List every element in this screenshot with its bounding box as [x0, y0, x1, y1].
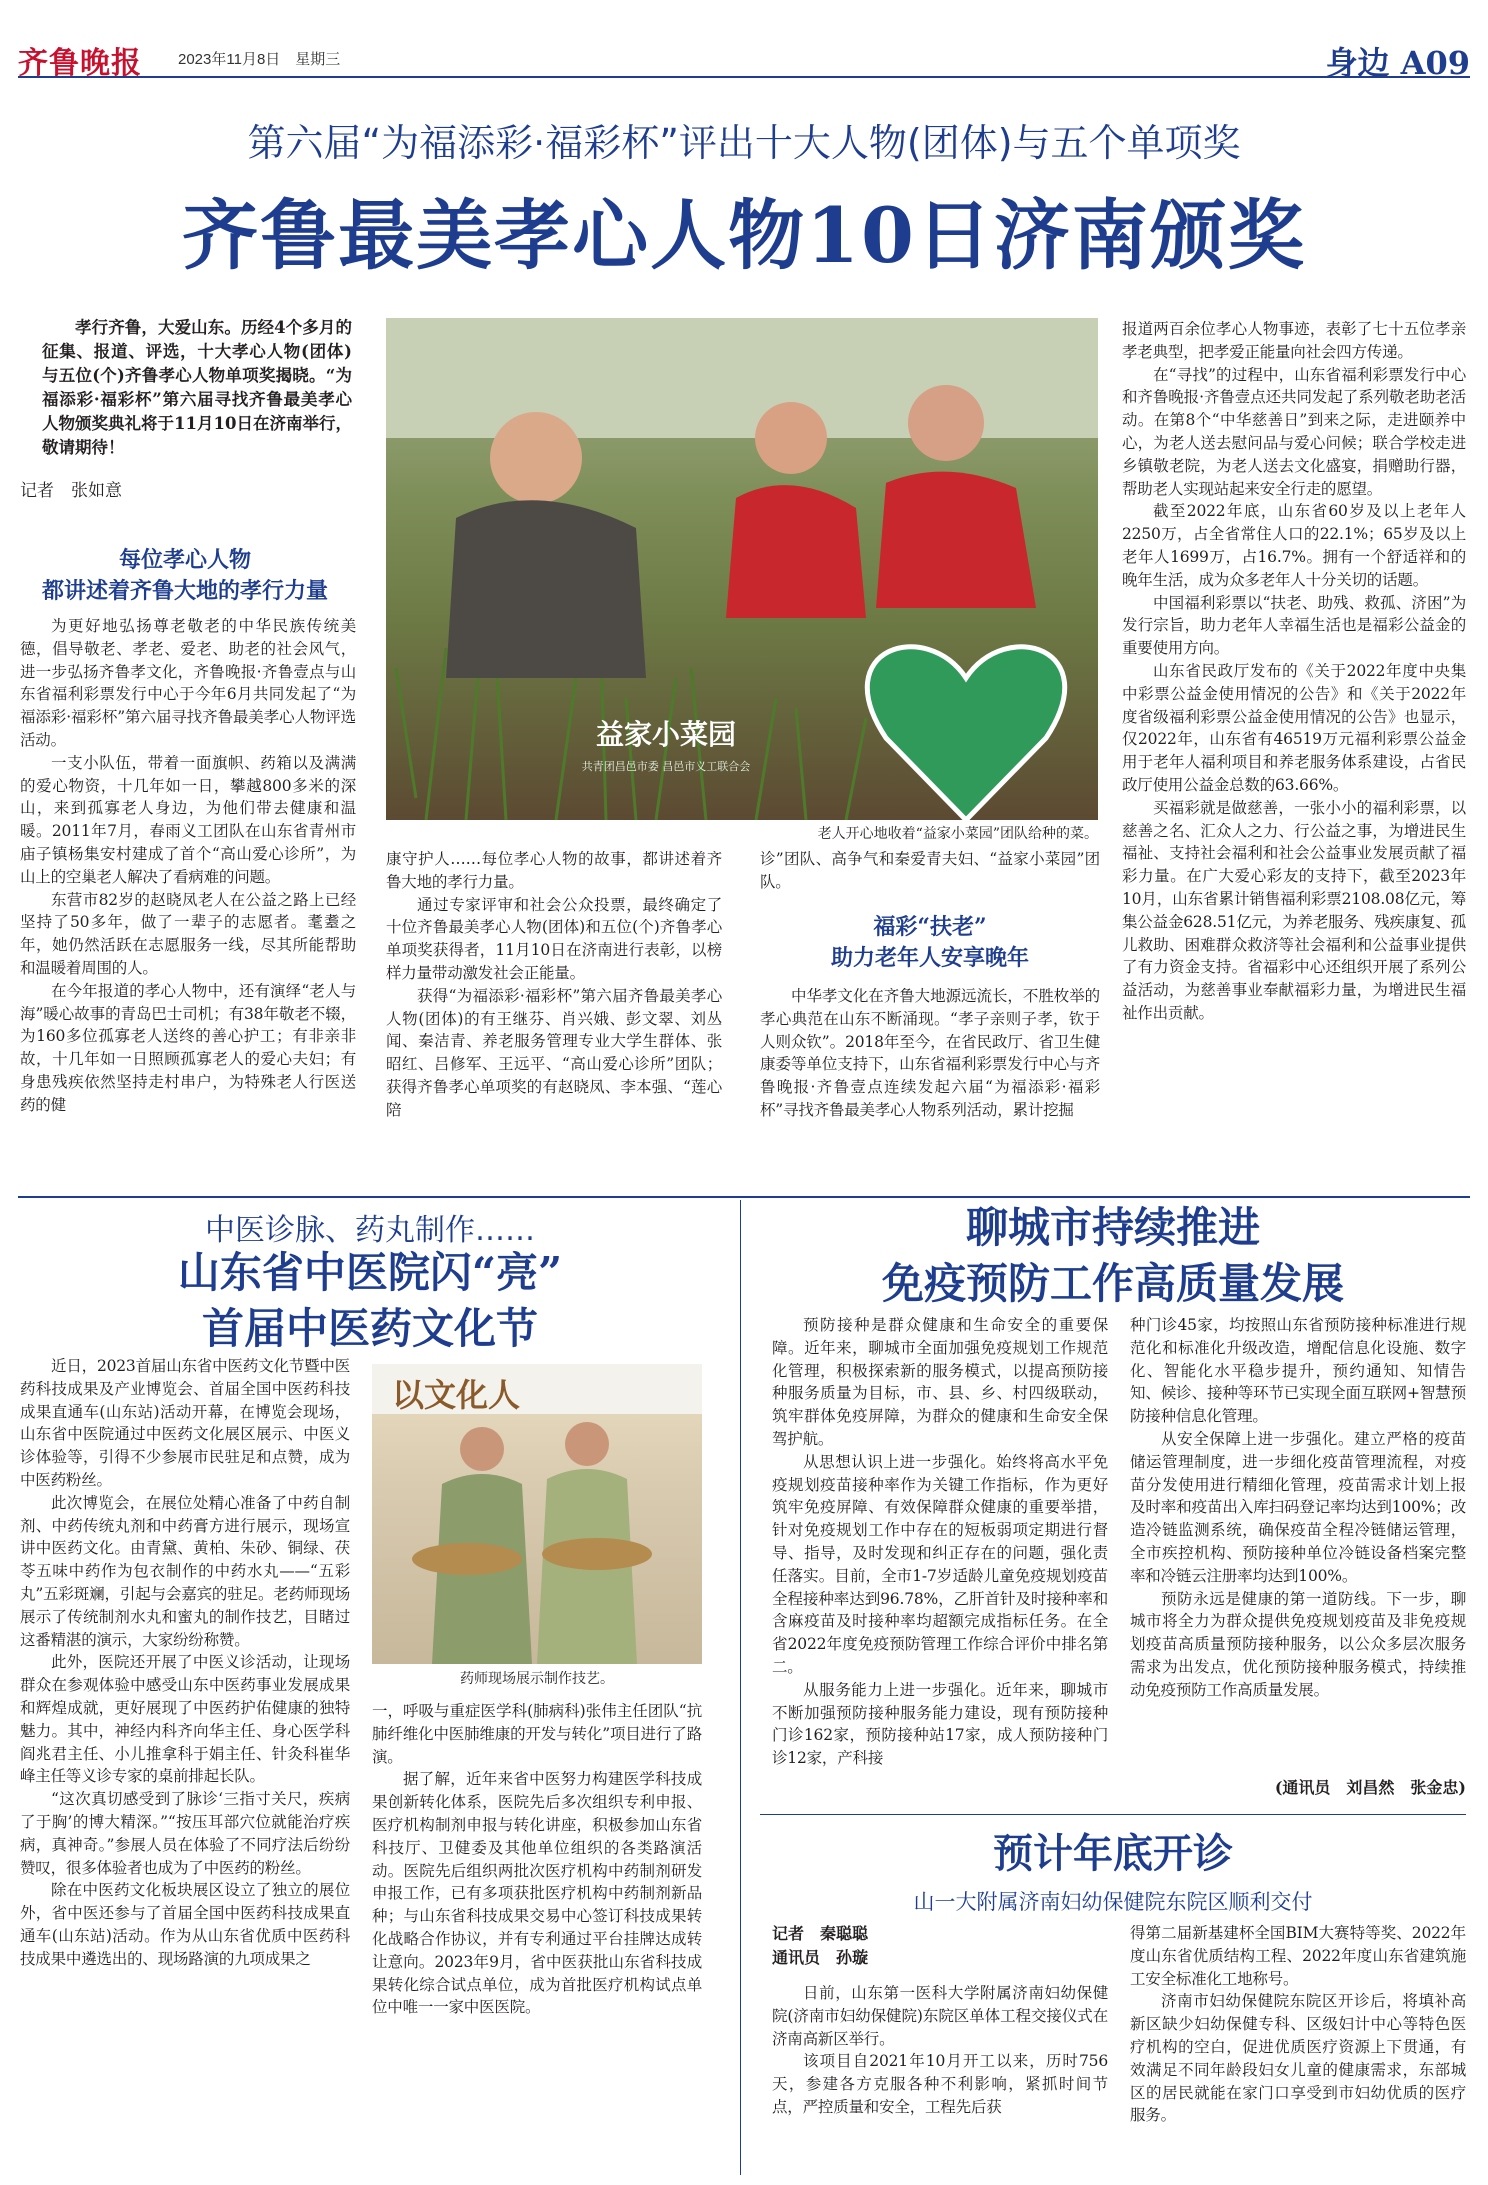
- photo-pharmacists: [372, 1364, 702, 1664]
- story4-headline: 预计年底开诊: [993, 1830, 1233, 1877]
- story4-column-1: 日前，山东第一医科大学附属济南妇幼保健院(济南市妇幼保健院)东院区单体工程交接仪式在济南高新区举行。 该项目自2021年10月开工以来，历时756天，参建各方克服各种不利影响，紧抓时间节点，严控质量和安全，工程先后获: [772, 1984, 1108, 2116]
- masthead: [18, 38, 1470, 82]
- story4-column-2: 得第二届新基建杯全国BIM大赛特等奖、2022年度山东省优质结构工程、2022年度山东省建筑施工安全标准化工地称号。 济南市妇幼保健院东院区开诊后，将填补高新区缺少妇幼保健专科、区级妇计中心等特色医疗机构的空白，促进优质医疗资源上下贯通，有效满足不同年龄段妇女儿童的健康需求，东部城区的居民就能在家门口享受到市妇幼优质的医疗服务。: [1130, 1924, 1466, 2125]
- story4-byline-correspondent: 通讯员 孙璇: [772, 1948, 869, 1967]
- vertical-divider: [740, 1200, 741, 2175]
- story1-column-4: 报道两百余位孝心人物事迹，表彰了七十五位孝亲孝老典型，把孝爱正能量向社会四方传递。 在“寻找”的过程中，山东省福利彩票发行中心和齐鲁晚报·齐鲁壹点还共同发起了系列敬老助老活动。在第8个“中华慈善日”到来之际，走进颐养中心，为老人送去慰问品与爱心问候；联合学校走进乡镇敬老院，为老人送去文化盛宴，捐赠助行器，帮助老人实现站起来安全行走的愿望。 截至2022年底，山东省60岁及以上老年人2250万，占全省常住人口的22.1%；65岁及以上老年人1699万，占16.7%。拥有一个舒适祥和的晚年生活，成为众多老年人十分关切的话题。 中国福利彩票以“扶老、助残、救孤、济困”为发行宗旨，助力老年人幸福生活也是福彩公益金的重要使用方向。 山东省民政厅发布的《关于2022年度中央集中彩票公益金使用情况的公告》和《关于2022年度省级福利彩票公益金使用情况的公告》也显示，仅2022年，山东省有46519万元福利彩票公益金用于老年人福利项目和养老服务体系建设，占省民政厅使用公益金总数的63.66%。 买福彩就是做慈善，一张小小的福利彩票，以慈善之名、汇众人之力、行公益之事，为增进民生福祉、支持社会福利和社会公益事业发展贡献了福彩力量。在广大爱心彩友的支持下，截至2023年10月，山东省累计销售福利彩票2108.08亿元，筹集公益金628.51亿元，为养老服务、残疾康复、孤儿救助、困难群众救济等社会福利和公益事业提供了有力资金支持。省福彩中心还组织开展了系列公益活动，为慈善事业奉献福彩力量，为增进民生福祉作出贡献。: [1122, 320, 1466, 1022]
- story1-column-3b: 中华孝文化在齐鲁大地源远流长，不胜枚举的孝心典范在山东不断涌现。“孝子亲则子孝，钦于人则众钦”。2018年至今，在省民政厅、省卫生健康委等单位支持下，山东省福利彩票发行中心与齐鲁晚报·齐鲁壹点连续发起六届“为福添彩·福彩杯”寻找齐鲁最美孝心人物系列活动，累计挖掘: [760, 987, 1100, 1119]
- story1-subhead-2: 福彩“扶老” 助力老年人安享晚年: [830, 914, 1029, 971]
- story3-column-2: 种门诊45家，均按照山东省预防接种标准进行规范化和标准化升级改造，增配信息化设施、数字化、智能化水平稳步提升，预约通知、知情告知、候诊、接种等环节已实现全面互联网+智慧预防接种信息化管理。 从安全保障上进一步强化。建立严格的疫苗储运管理制度，进一步细化疫苗管理流程，对疫苗分发使用进行精细化管理，疫苗需求计划上报及时率和疫苗出入库扫码登记率均达到100%；改造冷链监测系统，确保疫苗全程冷链储运管理，全市疾控机构、预防接种单位冷链设备档案完整率和冷链云注册率均达到100%。 预防永远是健康的第一道防线。下一步，聊城市将全力为群众提供免疫规划疫苗及非免疫规划疫苗高质量预防接种服务，以公众多层次服务需求为出发点，优化预防接种服务模式，持续推动免疫预防工作高质量发展。: [1130, 1316, 1466, 1699]
- photo-sign-text: 益家小菜园: [595, 718, 736, 751]
- story1-kicker: 第六届“为福添彩·福彩杯”评出十大人物(团体)与五个单项奖: [247, 121, 1241, 165]
- story1-column-3: 诊”团队、高争气和秦爱青夫妇、“益家小菜园”团队。: [760, 850, 1100, 891]
- story4-divider: [760, 1814, 1466, 1815]
- story3-byline: (通讯员 刘昌然 张金忠): [1274, 1778, 1466, 1797]
- photo-caption-2: 药师现场展示制作技艺。: [460, 1671, 614, 1687]
- photo-sign-subtext: 共青团昌邑市委 昌邑市义工联合会: [581, 760, 751, 773]
- story1-headline: 齐鲁最美孝心人物10日济南颁奖: [182, 191, 1306, 280]
- story1-byline: 记者 张如意: [20, 481, 122, 501]
- issue-date: 2023年11月8日 星期三: [178, 51, 341, 68]
- photo-caption-1: 老人开心地收着“益家小菜园”团队给种的菜。: [817, 826, 1098, 842]
- story2-headline: 山东省中医院闪“亮” 首届中医药文化节: [177, 1248, 563, 1353]
- story1-subhead-1: 每位孝心人物 都讲述着齐鲁大地的孝行力量: [41, 547, 328, 604]
- photo-banner-text: 以文化人: [392, 1376, 521, 1414]
- section-divider: [18, 1196, 1470, 1198]
- story2-column-2: 一，呼吸与重症医学科(肺病科)张伟主任团队“抗肺纤维化中医肺维康的开发与转化”项目进行了路演。 据了解，近年来省中医努力构建医学科技成果创新转化体系，医院先后多次组织专利申报、医疗机构制剂申报与转化讲座，积极参加山东省科技厅、卫健委及其他单位组织的各类路演活动。医院先后组织两批次医疗机构中药制剂研发申报工作，已有多项获批医疗机构中药制剂新品种；与山东省科技成果交易中心签订科技成果转化战略合作协议，并有专利通过平台挂牌达成转让意向。2023年9月，省中医获批山东省科技成果转化综合试点单位，成为首批医疗机构试点单位中唯一一家中医医院。: [372, 1702, 702, 2017]
- story2-column-1: 近日，2023首届山东省中医药文化节暨中医药科技成果及产业博览会、首届全国中医药科技成果直通车(山东站)活动开幕，在博览会现场，山东省中医院通过中医药文化展区展示、中医义诊体验等，引得不少参展市民驻足和点赞，成为中医药粉丝。 此次博览会，在展位处精心准备了中药自制剂、中药传统丸剂和中药膏方进行展示，现场宣讲中医药文化。由青黛、黄柏、朱砂、铜绿、茯苓五味中药作为包衣制作的中药水丸——“五彩丸”五彩斑斓，引起与会嘉宾的驻足。老药师现场展示了传统制剂水丸和蜜丸的制作技艺，目睹过这番精湛的演示，大家纷纷称赞。 此外，医院还开展了中医义诊活动，让现场群众在参观体验中感受山东中医药事业发展成果和辉煌成就，更好展现了中医药护佑健康的独特魅力。其中，神经内科齐向华主任、身心医学科阎兆君主任、小儿推拿科于娟主任、针灸科崔华峰主任等义诊专家的桌前排起长队。 “这次真切感受到了脉诊‘三指寸关尺，疾病了于胸’的博大精深。”“按压耳部穴位就能治疗疾病，真神奇。”参展人员在体验了不同疗法后纷纷赞叹，很多体验者也成为了中医药的粉丝。 除在中医药文化板块展区设立了独立的展位外，省中医还参与了首届全国中医药科技成果直通车(山东站)活动。作为从山东省优质中医药科技成果中遴选出的、现场路演的九项成果之: [20, 1357, 350, 1968]
- story3-headline: 聊城市持续推进 免疫预防工作高质量发展: [881, 1203, 1344, 1308]
- newspaper-logo: 齐鲁晚报: [18, 46, 142, 81]
- photo-elderly-man-garden: [386, 318, 1098, 820]
- story1-column-2: 康守护人……每位孝心人物的故事，都讲述着齐鲁大地的孝行力量。 通过专家评审和社会公众投票，最终确定了十位齐鲁最美孝心人物(团体)和五位(个)齐鲁孝心单项奖获得者，11月10日在济南进行表彰，以榜样力量带动激发社会正能量。 获得“为福添彩·福彩杯”第六届齐鲁最美孝心人物(团体)的有王继芬、肖兴娥、彭文翠、刘丛闻、秦洁青、养老服务管理专业大学生群体、张昭红、吕修军、王远平、“高山爱心诊所”团队；获得齐鲁孝心单项奖的有赵晓凤、李本强、“莲心陪: [386, 850, 722, 1119]
- story2-kicker: 中医诊脉、药丸制作……: [205, 1213, 535, 1248]
- story1-column-1: 为更好地弘扬尊老敬老的中华民族传统美德，倡导敬老、孝老、爱老、助老的社会风气，进一步弘扬齐鲁孝文化，齐鲁晚报·齐鲁壹点与山东省福利彩票发行中心于今年6月共同发起了“为福添彩·福彩杯”第六届寻找齐鲁最美孝心人物评选活动。 一支小队伍，带着一面旗帜、药箱以及满满的爱心物资，十几年如一日，攀越800多米的深山，来到孤寡老人身边，为他们带去健康和温暖。2011年7月，春雨义工团队在山东省青州市庙子镇杨集安村建成了首个“高山爱心诊所”，为山上的空巢老人解决了看病难的问题。 东营市82岁的赵晓凤老人在公益之路上已经坚持了50多年，做了一辈子的志愿者。耄耋之年，她仍然活跃在志愿服务一线，尽其所能帮助和温暖着周围的人。 在今年报道的孝心人物中，还有演绎“老人与海”暖心故事的青岛巴士司机；有38年敬老不辍，为160多位孤寡老人送终的善心护工；有非亲非故，十几年如一日照顾孤寡老人的爱心夫妇；有身患残疾依然坚持走村串户，为特殊老人行医送药的健: [20, 617, 356, 1114]
- page-section: 身边 A09: [1325, 44, 1470, 82]
- story3-column-1: 预防接种是群众健康和生命安全的重要保障。近年来，聊城市全面加强免疫规划工作规范化管理，积极探索新的服务模式，以提高预防接种服务质量为目标，市、县、乡、村四级联动，筑牢群体免疫屏障，为群众的健康和生命安全保驾护航。 从思想认识上进一步强化。始终将高水平免疫规划疫苗接种率作为关键工作指标，作为更好筑牢免疫屏障、有效保障群众健康的重要举措，针对免疫规划工作中存在的短板弱项定期进行督导、指导，及时发现和纠正存在的问题，强化责任落实。目前，全市1-7岁适龄儿童免疫规划疫苗全程接种率达到96.78%，乙肝首针及时接种率和含麻疫苗及时接种率均超额完成指标任务。在全省2022年度免疫预防管理工作综合评价中排名第二。 从服务能力上进一步强化。近年来，聊城市不断加强预防接种服务能力建设，现有预防接种门诊162家，预防接种站17家，成人预防接种门诊12家，产科接: [772, 1316, 1108, 1768]
- story1-lead: 孝行齐鲁，大爱山东。历经4个多月的征集、报道、评选，十大孝心人物(团体)与五位(个)齐鲁孝心人物单项奖揭晓。“为福添彩·福彩杯”第六届寻找齐鲁最美孝心人物颁奖典礼将于11月10日在济南举行，敬请期待！: [42, 318, 352, 457]
- story4-byline-reporter: 记者 秦聪聪: [772, 1924, 869, 1943]
- story4-kicker: 山一大附属济南妇幼保健院东院区顺利交付: [913, 1890, 1313, 1914]
